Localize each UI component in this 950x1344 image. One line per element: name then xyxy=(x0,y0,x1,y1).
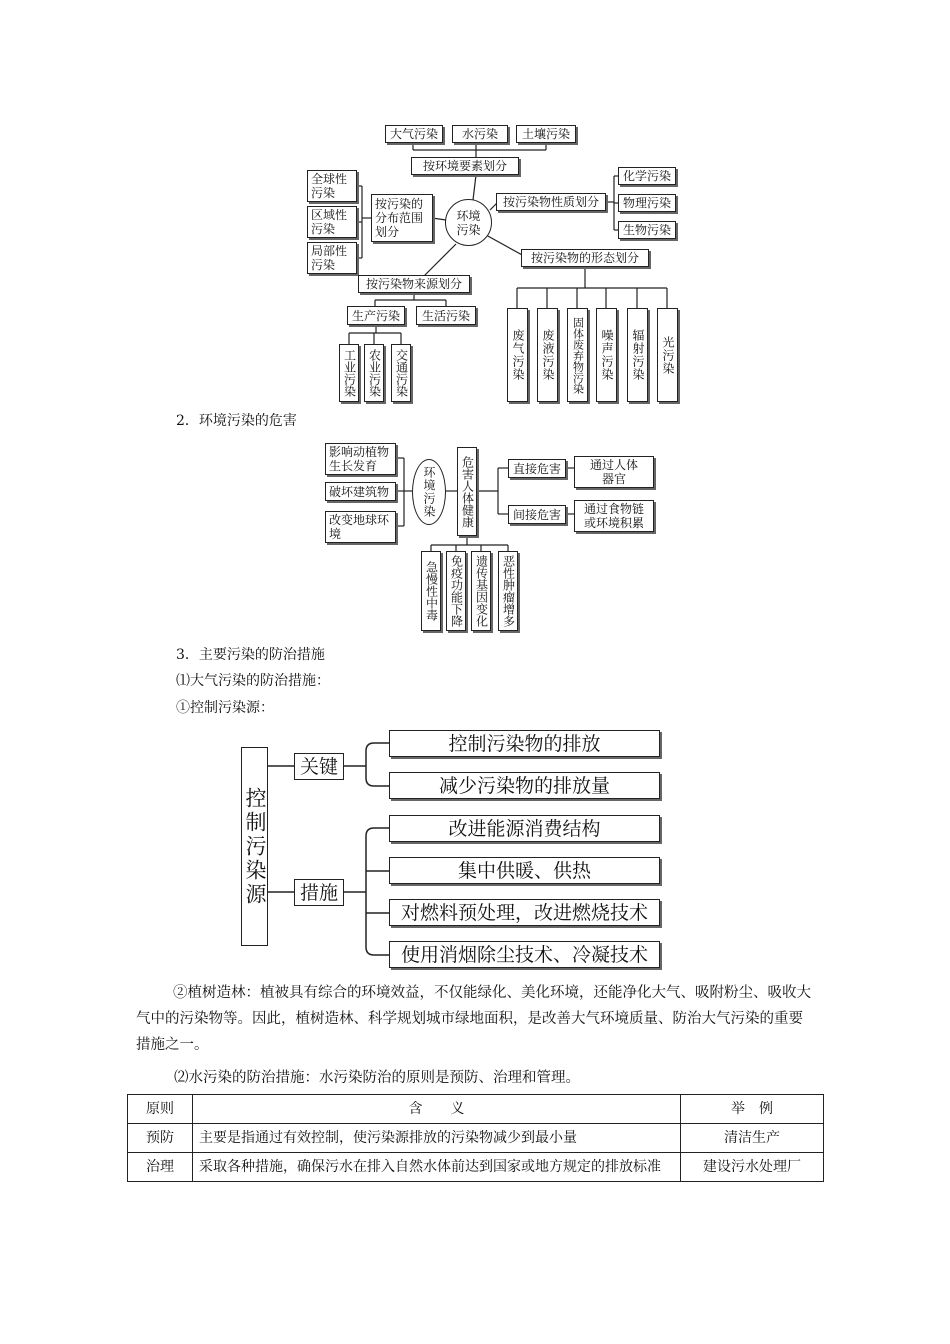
heading-harm: 2．环境污染的危害 xyxy=(176,413,297,429)
water-measures-table xyxy=(127,1094,824,1182)
measure-box: 措施 xyxy=(294,879,344,906)
table-cell: 建设污水处理厂 xyxy=(681,1153,824,1182)
property-physical-box: 物理污染 xyxy=(618,194,676,212)
harm-tumor-box: 恶性肿瘤增多 xyxy=(498,551,518,631)
form-radiation-box: 辐射污染 xyxy=(627,308,648,402)
key-item-reduce-emission: 减少污染物的排放量 xyxy=(389,772,660,799)
by-source-box: 按污染物来源划分 xyxy=(358,275,470,293)
source-life-box: 生活污染 xyxy=(416,306,476,325)
indirect-harm-box: 间接危害 xyxy=(508,505,566,524)
harm-buildings-box: 破坏建筑物 xyxy=(325,482,396,501)
key-item-control-emission: 控制污染物的排放 xyxy=(389,730,660,757)
by-element-box: 按环境要素划分 xyxy=(411,157,519,175)
table-header-meaning: 含 义 xyxy=(193,1095,681,1124)
measure-item-fuel: 对燃料预处理，改进燃烧技术 xyxy=(389,899,660,926)
indirect-desc-box: 通过食物链或环境积累 xyxy=(574,500,654,532)
table-row xyxy=(128,1153,824,1182)
direct-harm-box: 直接危害 xyxy=(508,459,566,478)
harm-earth-box: 改变地球环境 xyxy=(325,511,396,543)
sub-water-measures: ⑵水污染的防治措施：水污染防治的原则是预防、治理和管理。 xyxy=(174,1070,580,1086)
table-cell: 治理 xyxy=(128,1153,193,1182)
range-regional-box: 区域性污染 xyxy=(307,206,357,238)
form-light-box: 光污染 xyxy=(657,308,678,402)
source-production-box: 生产污染 xyxy=(347,306,405,325)
control-source-root: 控制污染源 xyxy=(241,747,268,946)
production-industry-box: 工业污染 xyxy=(339,344,359,402)
by-range-box: 按污染的分布范围划分 xyxy=(371,194,433,242)
by-form-box: 按污染物的形态划分 xyxy=(521,249,649,267)
production-traffic-box: 交通污染 xyxy=(391,344,411,402)
property-biological-box: 生物污染 xyxy=(618,221,676,239)
key-box: 关键 xyxy=(294,753,344,780)
harm-poisoning-box: 急慢性中毒 xyxy=(421,551,441,631)
harm-immunity-box: 免疫功能下降 xyxy=(446,551,466,631)
center-label: 环境污染 xyxy=(456,208,481,237)
table-cell: 清洁生产 xyxy=(681,1124,824,1153)
table-cell: 采取各种措施，确保污水在排入自然水体前达到国家或地方规定的排放标准 xyxy=(193,1153,681,1182)
by-property-box: 按污染物性质划分 xyxy=(496,193,606,211)
sub-control-source: ①控制污染源： xyxy=(176,700,274,716)
center-circle xyxy=(445,199,492,246)
harm-plants-box: 影响动植物生长发育 xyxy=(325,443,396,475)
table-header-example: 举 例 xyxy=(681,1095,824,1124)
harm-center-ellipse xyxy=(412,459,446,525)
heading-measures: 3．主要污染的防治措施 xyxy=(176,647,325,663)
measure-item-energy: 改进能源消费结构 xyxy=(389,815,660,842)
health-box: 危害人体健康 xyxy=(457,447,477,536)
paragraph-tree-planting: ②植树造林：植被具有综合的环境效益，不仅能绿化、美化环境，还能净化大气、吸附粉尘、吸收大气中的污染物等。因此，植树造林、科学规划城市绿地面积，是改善大气环境质量、防治大气污染的重要措施之一。 xyxy=(136,985,811,1053)
harm-center-label: 环境污染 xyxy=(422,466,436,518)
harm-gene-box: 遗传基因变化 xyxy=(471,551,491,631)
table-cell: 预防 xyxy=(128,1124,193,1153)
form-solid-box: 固体废弃物污染 xyxy=(567,308,588,402)
range-global-box: 全球性污染 xyxy=(307,170,357,202)
table-header-principle: 原则 xyxy=(128,1095,193,1124)
measure-item-dust: 使用消烟除尘技术、冷凝技术 xyxy=(389,941,660,968)
form-liquid-box: 废液污染 xyxy=(537,308,558,402)
table-row xyxy=(128,1124,824,1153)
form-gas-box: 废气污染 xyxy=(507,308,528,402)
direct-desc-box: 通过人体器官 xyxy=(574,456,654,488)
pollution-air-box: 大气污染 xyxy=(385,125,443,143)
sub-air-measures: ⑴大气污染的防治措施： xyxy=(176,673,330,689)
table-header-row xyxy=(128,1095,824,1124)
table-cell: 主要是指通过有效控制，使污染源排放的污染物减少到最小量 xyxy=(193,1124,681,1153)
form-noise-box: 噪声污染 xyxy=(596,308,617,402)
property-chemical-box: 化学污染 xyxy=(618,167,676,185)
measure-item-heating: 集中供暖、供热 xyxy=(389,857,660,884)
pollution-water-box: 水污染 xyxy=(452,125,508,143)
pollution-soil-box: 土壤污染 xyxy=(516,125,576,143)
range-local-box: 局部性污染 xyxy=(307,242,357,274)
production-agriculture-box: 农业污染 xyxy=(364,344,384,402)
